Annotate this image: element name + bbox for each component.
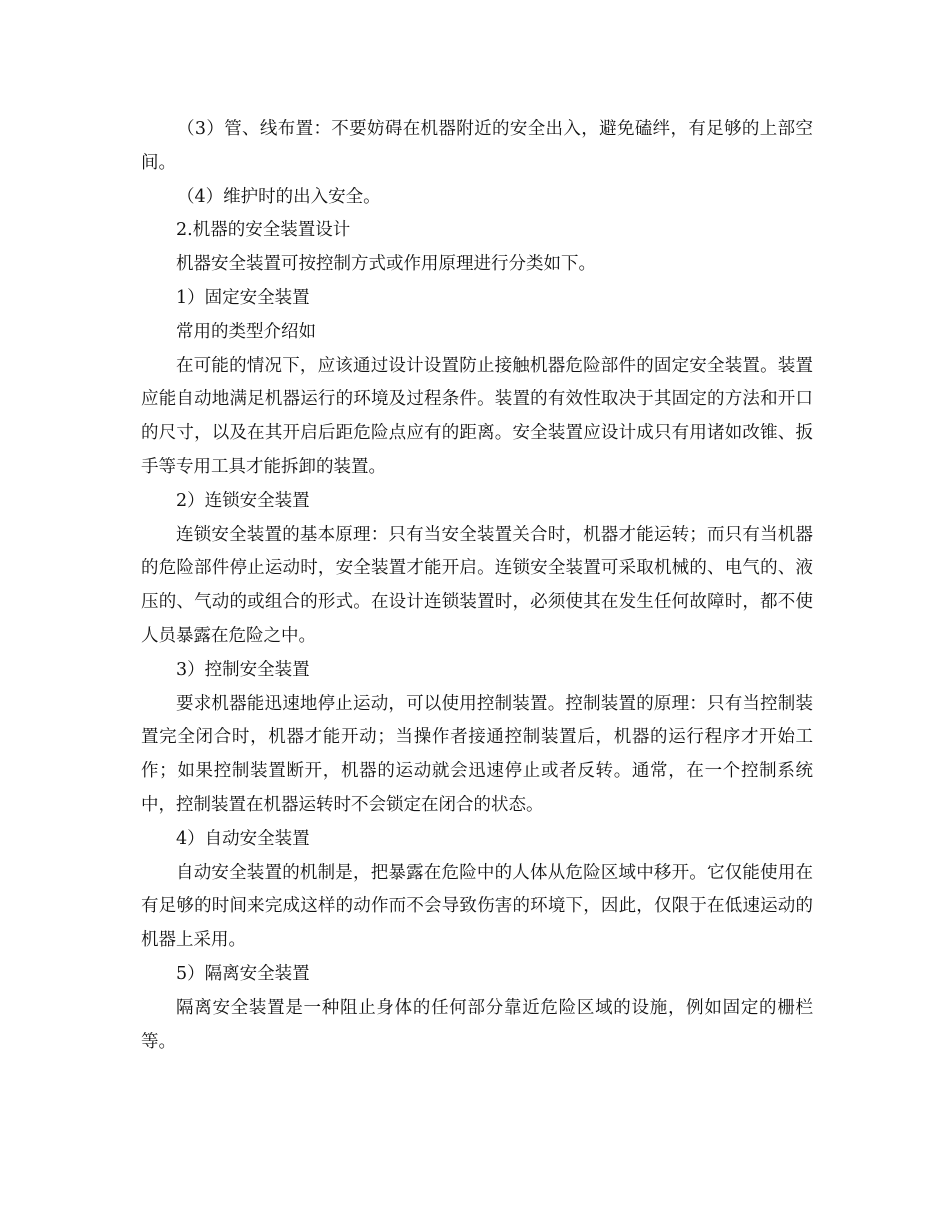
paragraph-fixed-guard-body: 在可能的情况下，应该通过设计设置防止接触机器危险部件的固定安全装置。装置应能自动地满足机器运行的环境及过程条件。装置的有效性取决于其固定的方法和开口的尺寸，以及在其开启后距危险点应有的距离。安全装置应设计成只有用诸如改锥、扳手等专用工具才能拆卸的装置。 (141, 355, 813, 477)
paragraph-pipe-layout: （3）管、线布置：不要妨碍在机器附近的安全出入，避免磕绊，有足够的上部空间。 (141, 119, 813, 173)
paragraph-automatic-guard-body: 自动安全装置的机制是，把暴露在危险中的人体从危险区域中移开。它仅能使用在有足够的时间来完成这样的动作而不会导致伤害的环境下，因此，仅限于在低速运动的机器上采用。 (141, 862, 813, 951)
subheading-fixed-guard: 1）固定安全装置 (176, 287, 310, 308)
paragraph-classification-intro: 机器安全装置可按控制方式或作用原理进行分类如下。 (176, 254, 596, 275)
subheading-control-guard: 3）控制安全装置 (176, 659, 310, 680)
paragraph-interlock-guard-body: 连锁安全装置的基本原理：只有当安全装置关合时，机器才能运转；而只有当机器的危险部件停止运动时，安全装置才能开启。连锁安全装置可采取机械的、电气的、液压的、气动的或组合的形式。在设计连锁装置时，必须使其在发生任何故障时，都不使人员暴露在危险之中。 (141, 524, 813, 646)
paragraph-common-types: 常用的类型介绍如 (176, 321, 316, 342)
subheading-isolation-guard: 5）隔离安全装置 (176, 963, 310, 984)
paragraph-isolation-guard-body: 隔离安全装置是一种阻止身体的任何部分靠近危险区域的设施，例如固定的栅栏等。 (141, 997, 813, 1052)
document-body (141, 113, 813, 1059)
paragraph-maintenance-access: （4）维护时的出入安全。 (177, 186, 381, 207)
paragraph-control-guard-body: 要求机器能迅速地停止运动，可以使用控制装置。控制装置的原理：只有当控制装置完全闭合时，机器才能开动；当操作者接通控制装置后，机器的运行程序才开始工作；如果控制装置断开，机器的运动就会迅速停止或者反转。通常，在一个控制系统中，控制装置在机器运转时不会锁定在闭合的状态。 (141, 693, 813, 815)
subheading-automatic-guard: 4）自动安全装置 (176, 828, 310, 849)
subheading-interlock-guard: 2）连锁安全装置 (176, 490, 310, 511)
section-heading-safety-device-design: 2.机器的安全装置设计 (176, 220, 351, 241)
